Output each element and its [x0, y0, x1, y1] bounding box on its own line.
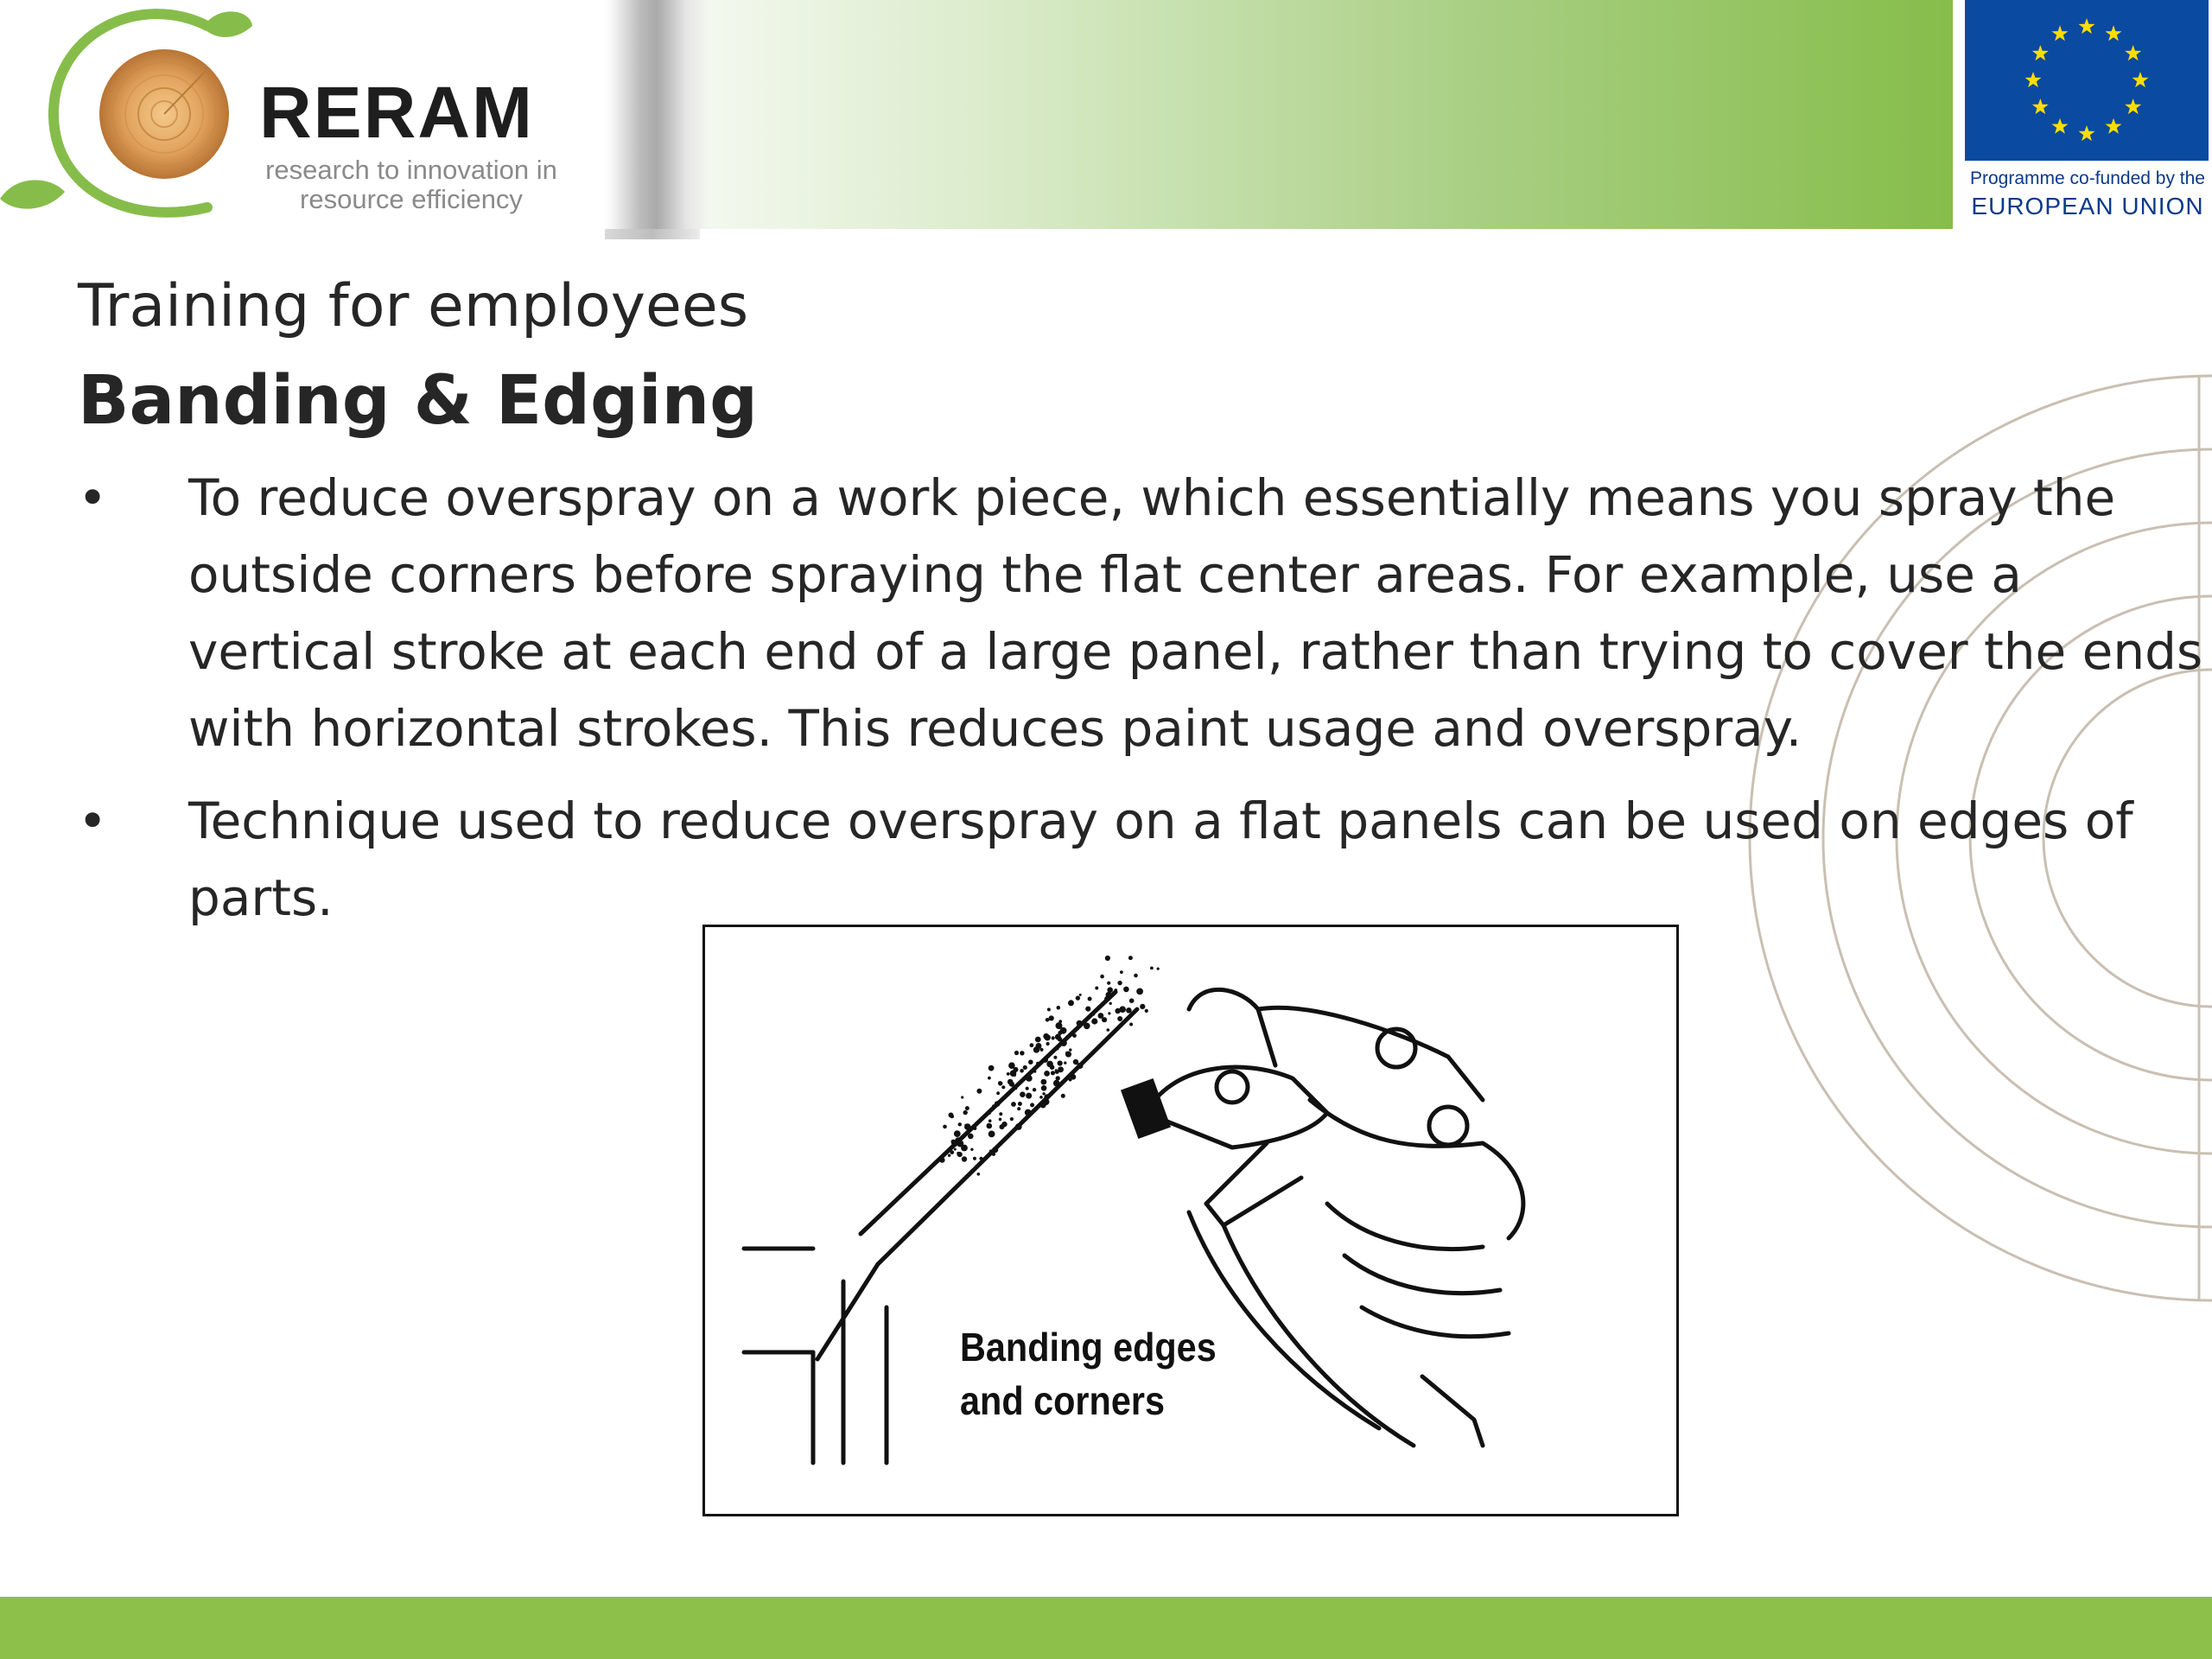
spray-speckle	[989, 1150, 992, 1153]
spray-speckle	[1058, 1020, 1062, 1023]
spray-speckle	[1117, 1016, 1122, 1021]
spray-speckle	[1128, 956, 1133, 960]
spray-speckle	[939, 1157, 944, 1162]
spray-speckle	[1107, 982, 1110, 985]
spray-speckle	[1095, 987, 1098, 990]
spray-speckle	[1030, 1103, 1034, 1107]
spray-speckle	[1020, 1051, 1024, 1055]
spray-speckle	[1157, 968, 1160, 970]
logo-tagline-line2: resource efficiency	[300, 184, 523, 214]
spray-speckle	[1053, 1080, 1060, 1087]
bullet-text: Technique used to reduce overspray on a flat panels can be used on edges of parts.	[188, 791, 2133, 927]
spray-speckle	[992, 1104, 995, 1107]
spray-speckle	[1033, 1088, 1036, 1091]
spray-speckle	[954, 1148, 957, 1151]
spray-speckle	[1117, 981, 1122, 985]
spray-speckle	[988, 1112, 990, 1115]
spray-speckle	[1060, 1040, 1066, 1046]
bullet-list	[78, 460, 2203, 952]
spray-speckle	[1039, 1096, 1043, 1099]
bullet-text: To reduce overspray on a work piece, which essentially means you spray the outside corners before spraying the flat center areas. For example, use a vertical stroke at each end of a large panel, rather than trying to cover the ends with horizontal strokes. This reduces paint usage and overspray.	[188, 468, 2203, 758]
spray-speckle	[1018, 1102, 1022, 1106]
spray-speckle	[965, 1106, 969, 1110]
spray-speckle	[957, 1141, 963, 1147]
spray-speckle	[1120, 970, 1123, 974]
spray-speckle	[1053, 1056, 1057, 1059]
spray-speckle	[1014, 1087, 1017, 1090]
eu-emblem	[1956, 0, 2212, 232]
spray-speckle	[1136, 988, 1143, 995]
spray-speckle	[963, 1110, 968, 1115]
spray-speckle	[961, 1096, 963, 1098]
spray-speckle	[1109, 1002, 1112, 1005]
spray-speckle	[976, 1089, 982, 1094]
spray-speckle	[1093, 1020, 1096, 1023]
spray-speckle	[1145, 1009, 1148, 1013]
spray-speckle	[1023, 1065, 1027, 1070]
figure-caption-line2: and corners	[960, 1378, 1165, 1423]
reram-logo	[0, 0, 605, 232]
figure-caption	[960, 1320, 1217, 1427]
spray-speckle	[1000, 1124, 1005, 1129]
spray-gun-figure	[702, 925, 1679, 1516]
spray-speckle	[951, 1141, 957, 1147]
spray-speckle	[1052, 1036, 1055, 1039]
spray-speckle	[1045, 1034, 1051, 1040]
spray-speckle	[1033, 1071, 1036, 1073]
spray-speckle	[998, 1081, 1001, 1084]
spray-speckle	[1106, 992, 1112, 998]
spray-speckle	[1028, 1059, 1033, 1065]
spray-speckle	[1025, 1109, 1032, 1116]
spray-speckle	[1114, 988, 1117, 992]
eu-flag-icon	[1965, 0, 2209, 161]
spray-speckle	[988, 1077, 991, 1080]
spray-speckle	[1056, 1047, 1059, 1051]
spray-speckle	[1088, 997, 1092, 1001]
spray-speckle	[954, 1130, 961, 1137]
spray-speckle	[1056, 1076, 1060, 1080]
spray-speckle	[973, 1127, 976, 1130]
spray-speckle	[1044, 1071, 1050, 1077]
spray-speckle	[1036, 1043, 1042, 1049]
spray-speckle	[1015, 1123, 1022, 1130]
banner-shadow	[605, 229, 700, 239]
spray-speckle	[943, 1125, 947, 1129]
spray-speckle	[1036, 1062, 1039, 1065]
spray-speckle	[979, 1157, 982, 1160]
spray-speckle	[968, 1134, 974, 1140]
spray-speckle	[1014, 1051, 1019, 1055]
spray-speckle	[1098, 1013, 1104, 1019]
spray-speckle	[1126, 1007, 1132, 1014]
eu-caption-top: Programme co-funded by the	[1970, 168, 2205, 188]
spray-speckle	[950, 1150, 954, 1154]
spray-speckle	[1077, 1020, 1083, 1027]
figure-caption-line1: Banding edges	[960, 1325, 1217, 1370]
spray-speckle	[999, 1118, 1002, 1122]
spray-speckle	[958, 1122, 962, 1126]
spray-speckle	[1129, 998, 1135, 1003]
bullet-dot: •	[78, 468, 108, 527]
spray-speckle	[1061, 1094, 1065, 1098]
spray-speckle	[1079, 994, 1082, 996]
slide-subtitle: Training for employees	[78, 272, 749, 340]
header	[0, 0, 2212, 232]
spray-speckle	[973, 1157, 976, 1160]
spray-speckle	[1042, 1057, 1048, 1063]
spray-speckle	[1064, 1061, 1066, 1064]
spray-speckle	[1107, 1028, 1110, 1032]
spray-speckle	[1058, 1060, 1063, 1065]
spray-speckle	[992, 1147, 998, 1153]
spray-speckle	[964, 1123, 971, 1130]
spray-speckle	[1069, 1048, 1071, 1051]
spray-speckle	[996, 1091, 1000, 1095]
spray-speckle	[1072, 1033, 1077, 1038]
spray-speckle	[1035, 1037, 1041, 1043]
spray-speckle	[1071, 1074, 1077, 1080]
spray-speckle	[948, 1154, 950, 1157]
spray-speckle	[1091, 1012, 1096, 1016]
header-gradient-banner	[605, 0, 1953, 229]
spray-speckle	[949, 1113, 954, 1118]
spray-speckle	[1100, 975, 1104, 979]
spray-speckle	[1030, 1043, 1034, 1047]
bullet-item	[78, 783, 2152, 937]
spray-speckle	[1046, 1042, 1050, 1046]
spray-speckle	[1134, 974, 1138, 978]
logo-name: RERAM	[259, 72, 534, 153]
spray-speckle	[977, 1173, 981, 1176]
slide-title: Banding & Edging	[78, 362, 758, 440]
spray-speckle	[988, 1131, 995, 1138]
spray-speckle	[1014, 1067, 1019, 1072]
spray-speckle	[1084, 1023, 1090, 1030]
spray-speckle	[1044, 1094, 1050, 1100]
spray-speckle	[1055, 1070, 1059, 1074]
spray-speckle	[1001, 1085, 1005, 1089]
spray-speckle	[1047, 1007, 1051, 1011]
spray-speckle	[970, 1148, 973, 1151]
spray-speckle	[1026, 1087, 1029, 1090]
spray-speckle	[957, 1152, 960, 1155]
spray-speckle	[1050, 1065, 1055, 1070]
spray-speckle	[1007, 1072, 1010, 1076]
spray-speckle	[1085, 1007, 1090, 1012]
spray-speckle	[1026, 1075, 1033, 1082]
spray-speckle	[1041, 1079, 1047, 1085]
spray-speckle	[995, 1103, 999, 1106]
spray-speckle	[1123, 987, 1129, 993]
spray-speckle	[1140, 1004, 1145, 1009]
spray-speckle	[962, 1156, 967, 1161]
spray-speckle	[1041, 1085, 1047, 1091]
spray-speckle	[1057, 1006, 1061, 1010]
spray-speckle	[1026, 1093, 1032, 1099]
spray-speckle	[1060, 1027, 1067, 1034]
spray-speckle	[1077, 1063, 1083, 1069]
spray-speckle	[1051, 1071, 1055, 1075]
spray-speckle	[1039, 1102, 1046, 1108]
spray-speckle	[1042, 1092, 1045, 1095]
spray-speckle	[1049, 1015, 1054, 1020]
spray-speckle	[987, 1123, 993, 1129]
spray-speckle	[1107, 987, 1113, 993]
eu-caption-bottom: EUROPEAN UNION	[1971, 193, 2204, 219]
spray-speckle	[1115, 1008, 1120, 1014]
spray-speckle	[1065, 1052, 1070, 1056]
footer-bar	[0, 1597, 2212, 1659]
spray-speckle	[1129, 1023, 1133, 1027]
spray-speckle	[1017, 1107, 1020, 1110]
spray-speckle	[1010, 1117, 1014, 1121]
spray-speckle	[1020, 1091, 1026, 1097]
bullet-dot: •	[78, 791, 108, 850]
spray-speckle	[1076, 995, 1080, 1000]
spray-speckle	[1020, 1069, 1024, 1073]
spray-speckle	[988, 1119, 992, 1122]
logo-tagline	[256, 156, 567, 214]
bullet-item	[78, 460, 2203, 767]
spray-speckle	[1150, 967, 1154, 970]
spray-speckle	[1105, 956, 1110, 961]
spray-speckle	[1009, 1082, 1014, 1087]
spray-speckle	[1108, 1012, 1110, 1014]
spray-speckle	[999, 1112, 1002, 1116]
spray-speckle	[1068, 1000, 1074, 1006]
spray-speckle	[988, 1065, 995, 1071]
spray-speckle	[1011, 1102, 1016, 1107]
logo-tagline-line1: research to innovation in	[265, 155, 557, 185]
